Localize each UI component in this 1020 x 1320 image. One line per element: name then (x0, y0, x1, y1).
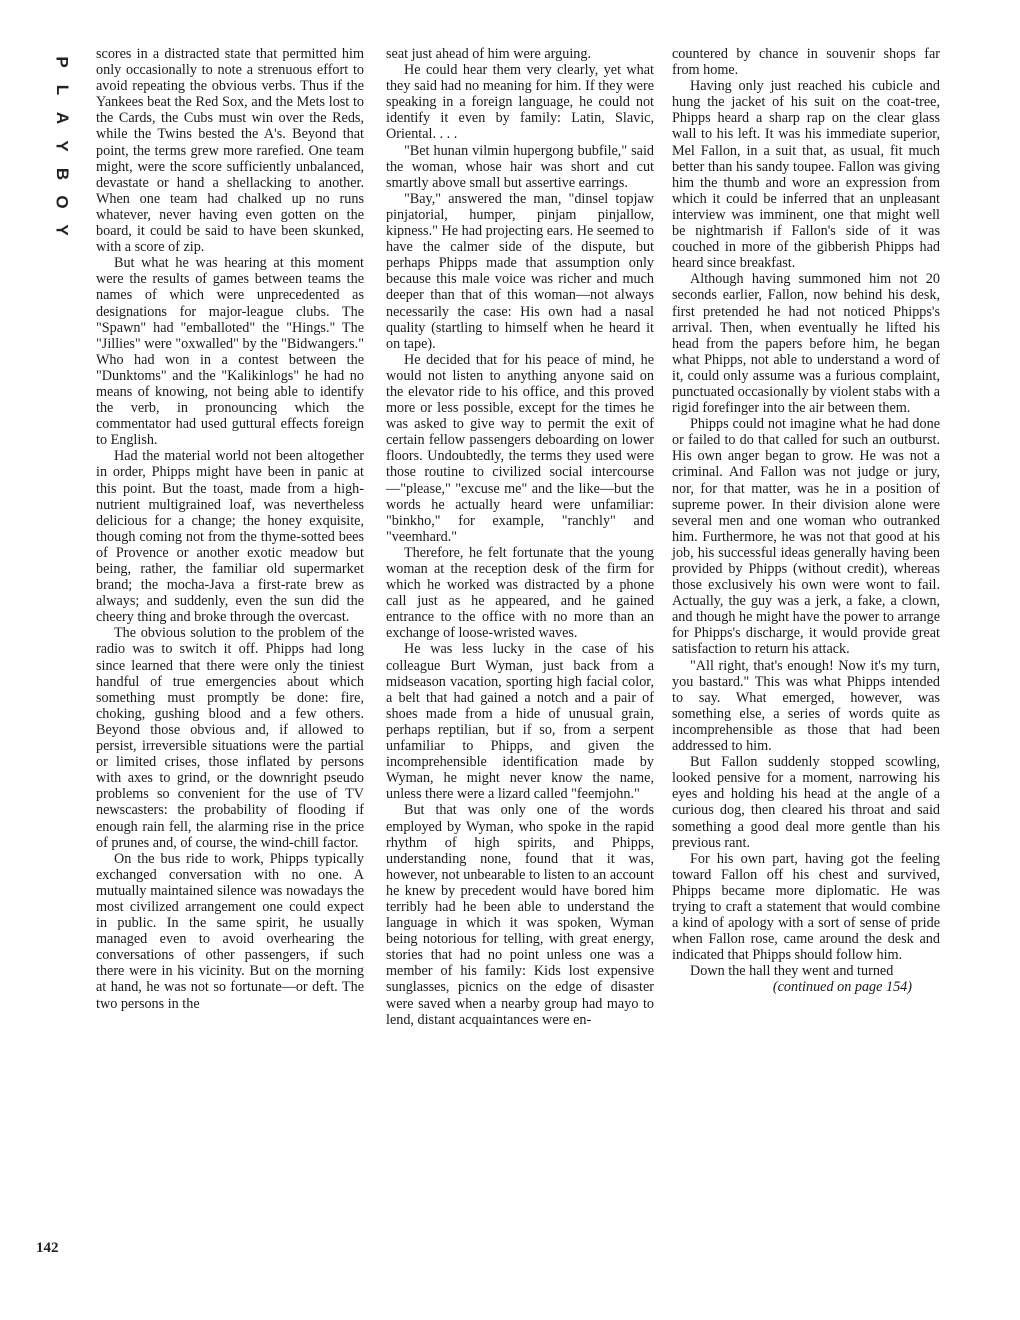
paragraph: The obvious solution to the problem of the radio was to switch it off. Phipps had long since learned that there were only the tiniest handful of true emergencies about which something must promptly be done: fire, choking, gushing blood and a few others. Beyond those obvious and, if allowed to persist, irreversible situations were the partial or limited crises, those inflated by persons with axes to grind, or the downright pseudo problems so convenient for the use of TV newscasters: the probability of flooding if enough rain fell, the alarming rise in the price of prunes and, of course, the wind-chill factor. (96, 625, 364, 851)
paragraph: Having only just reached his cubicle and hung the jacket of his suit on the coat-tree, Phipps heard a sharp rap on the clear glass wall to his left. It was his immediate superior, Mel Fallon, in a suit that, as usual, fit much better than his sandy toupee. Fallon was giving him the thumb and wore an expression from which it could be inferred that an unpleasant interview was imminent, one that might well be nightmarish if Fallon's side of it was couched in more of the gibberish Phipps had heard since breakfast. (672, 78, 940, 272)
paragraph: "Bay," answered the man, "dinsel topjaw pinjatorial, humper, pinjam pinjallow, kipness." He had projecting ears. He seemed to have the calmer side of the dispute, but perhaps Phipps made that assumption only because this male voice was richer and much deeper than that of this woman—not always necessarily the case: His own had a nasal quality (startling to himself when he heard it on tape). (386, 190, 654, 352)
paragraph: Although having summoned him not 20 seconds earlier, Fallon, now behind his desk, first pretended he had not noticed Phipps's arrival. Then, when eventually he lifted his head from the papers before him, he began what Phipps, not able to understand a word of it, could only assume was a furious complaint, punctuated occasionally by violent stabs with a rigid forefinger into the air between them. (672, 271, 940, 417)
side-label-letter: L (52, 84, 72, 96)
side-label-letter: P (53, 56, 72, 68)
paragraph: scores in a distracted state that permitted him only occasionally to note a strenuous effort to avoid repeating the obvious verbs. Thus if the Yankees beat the Red Sox, and the Mets lost to the Cards, the Cubs must win over the Reds, while the Twins bested the A's. Beyond that point, the terms grew more rarefied. One team might, were the score sufficiently unbalanced, devastate or hand a shellacking to another. When one team had chalked up no runs whatever, never having even gotten on the board, it could be said to have been skunked, with a score of zip. (96, 46, 364, 256)
paragraph: He could hear them very clearly, yet what they said had no meaning for him. If they were speaking in a foreign language, he could not identify it even by family: Latin, Slavic, Oriental. . . . (386, 62, 654, 143)
paragraph: "All right, that's enough! Now it's my turn, you bastard." This was what Phipps intended to say. What emerged, however, was something else, a series of words quite as incomprehensible as those that had been addressed to him. (672, 657, 940, 755)
paragraph: But Fallon suddenly stopped scowling, looked pensive for a moment, narrowing his eyes and holding his head at the angle of a curious dog, then cleared his throat and said something a good deal more gentle than his previous rant. (672, 754, 940, 851)
paragraph: Had the material world not been altogether in order, Phipps might have been in panic at this point. But the toast, made from a high-nutrient multigrained loaf, was nevertheless delicious for a change; the honey exquisite, though coming not from the thyme-sotted bees of Provence or another exotic meadow but being, rather, the familiar old supermarket brand; the mocha-Java a first-rate brew as always; and suddenly, even the sun did the cheery thing and broke through the overcast. (96, 448, 364, 626)
paragraph: But what he was hearing at this moment were the results of games between teams the names of which were unprecedented as designations for major-league clubs. The "Spawn" had "emballoted" the "Hings." The "Jillies" were "oxwalled" by the "Bidwangers." Who had won in a contest between the "Dunktoms" and the "Kalikinlogs" he had no means of knowing, not being able to identify the verb, in pronouncing which the commentator had used guttural effects foreign to English. (96, 255, 364, 449)
paragraph: For his own part, having got the feeling toward Fallon off his chest and survived, Phipps became more diplomatic. He was trying to craft a statement that would combine a kind of apology with a sort of sense of pride when Fallon rose, came around the desk and indicated that Phipps should follow him. (672, 850, 940, 964)
paragraph: Therefore, he felt fortunate that the young woman at the reception desk of the firm for which he worked was distracted by a phone call just as he appeared, and he gained entrance to the office with no more than an exchange of loose-wristed waves. (386, 544, 654, 642)
paragraph: seat just ahead of him were arguing. (386, 46, 591, 62)
paragraph: He was less lucky in the case of his colleague Burt Wyman, just back from a midseason vacation, sporting high facial color, a belt that had gained a notch and a pair of shoes made from a hide of unusual grain, perhaps reptilian, but if so, from a serpent unfamiliar to Phipps, and given the incomprehensible identification made by Wyman, he might never know the name, unless there were a lizard called "feemjohn." (386, 641, 654, 803)
side-label-letter: B (53, 167, 72, 181)
side-label-letter: A (53, 111, 72, 125)
paragraph: But that was only one of the words employed by Wyman, who spoke in the rapid rhythm of high spirits, and Phipps, understanding none, found that it was, however, not unbearable to listen to an account he knew by precedent would have bored him terribly had he been able to understand the language in which it was spoken, Wyman being notorious for telling, with great energy, stories that had no point unless one was a member of his family: Kids lost expensive sunglasses, picnics on the edge of disaster were saved when a nearby group had mayo to lend, distant acquaintances were en- (386, 802, 654, 1028)
paragraph: countered by chance in souvenir shops far from home. (672, 46, 940, 79)
continued-on-line: (continued on page 154) (772, 979, 912, 996)
paragraph: Phipps could not imagine what he had done or failed to do that called for such an outburst. His own anger began to grow. He was not a criminal. And Fallon was not judge or jury, nor, for that matter, was he in a position of supreme power. In their division alone were several men and one woman who outranked him. Furthermore, he was not that good at his job, his successful ideas generally having been provided by Phipps (without credit), whereas those exclusively his own were wont to fail. Actually, the guy was a jerk, a fake, a clown, and though he might have the power to arrange for Phipps's discharge, it would provide great satisfaction to return his attack. (672, 416, 940, 658)
paragraph: He decided that for his peace of mind, he would not listen to anything anyone said on the elevator ride to his office, and this proved more or less possible, except for the times he was asked to give way to permit the exit of certain fellow passengers deboarding on lower floors. Undoubtedly, the terms they used were those routine to civilized social intercourse—"please," "excuse me" and the like—but the words he actually heard were unfamiliar: "binkho," for example, "ranchly" and "veemhard." (386, 351, 654, 545)
side-label-letter: Y (53, 140, 72, 152)
magazine-side-label (52, 48, 72, 244)
text-column-3 (672, 46, 940, 996)
text-column-1 (96, 46, 364, 1012)
side-label-letter: Y (53, 224, 72, 236)
side-label-letter: O (52, 195, 72, 209)
paragraph: "Bet hunan vilmin hupergong bubfile," said the woman, whose hair was short and cut smartly above small but assertive earrings. (386, 142, 654, 191)
text-column-2 (386, 46, 654, 1028)
page-number: 142 (36, 1240, 59, 1256)
paragraph: Down the hall they went and turned (690, 963, 894, 980)
paragraph: On the bus ride to work, Phipps typically exchanged conversation with no one. A mutually maintained silence was nowadays the most civilized arrangement one could expect in public. In the same spirit, he usually managed even to avoid overhearing the conversations of other passengers, if such there were in his vicinity. But on the morning at hand, he was not so fortunate—or deft. The two persons in the (96, 850, 364, 1012)
